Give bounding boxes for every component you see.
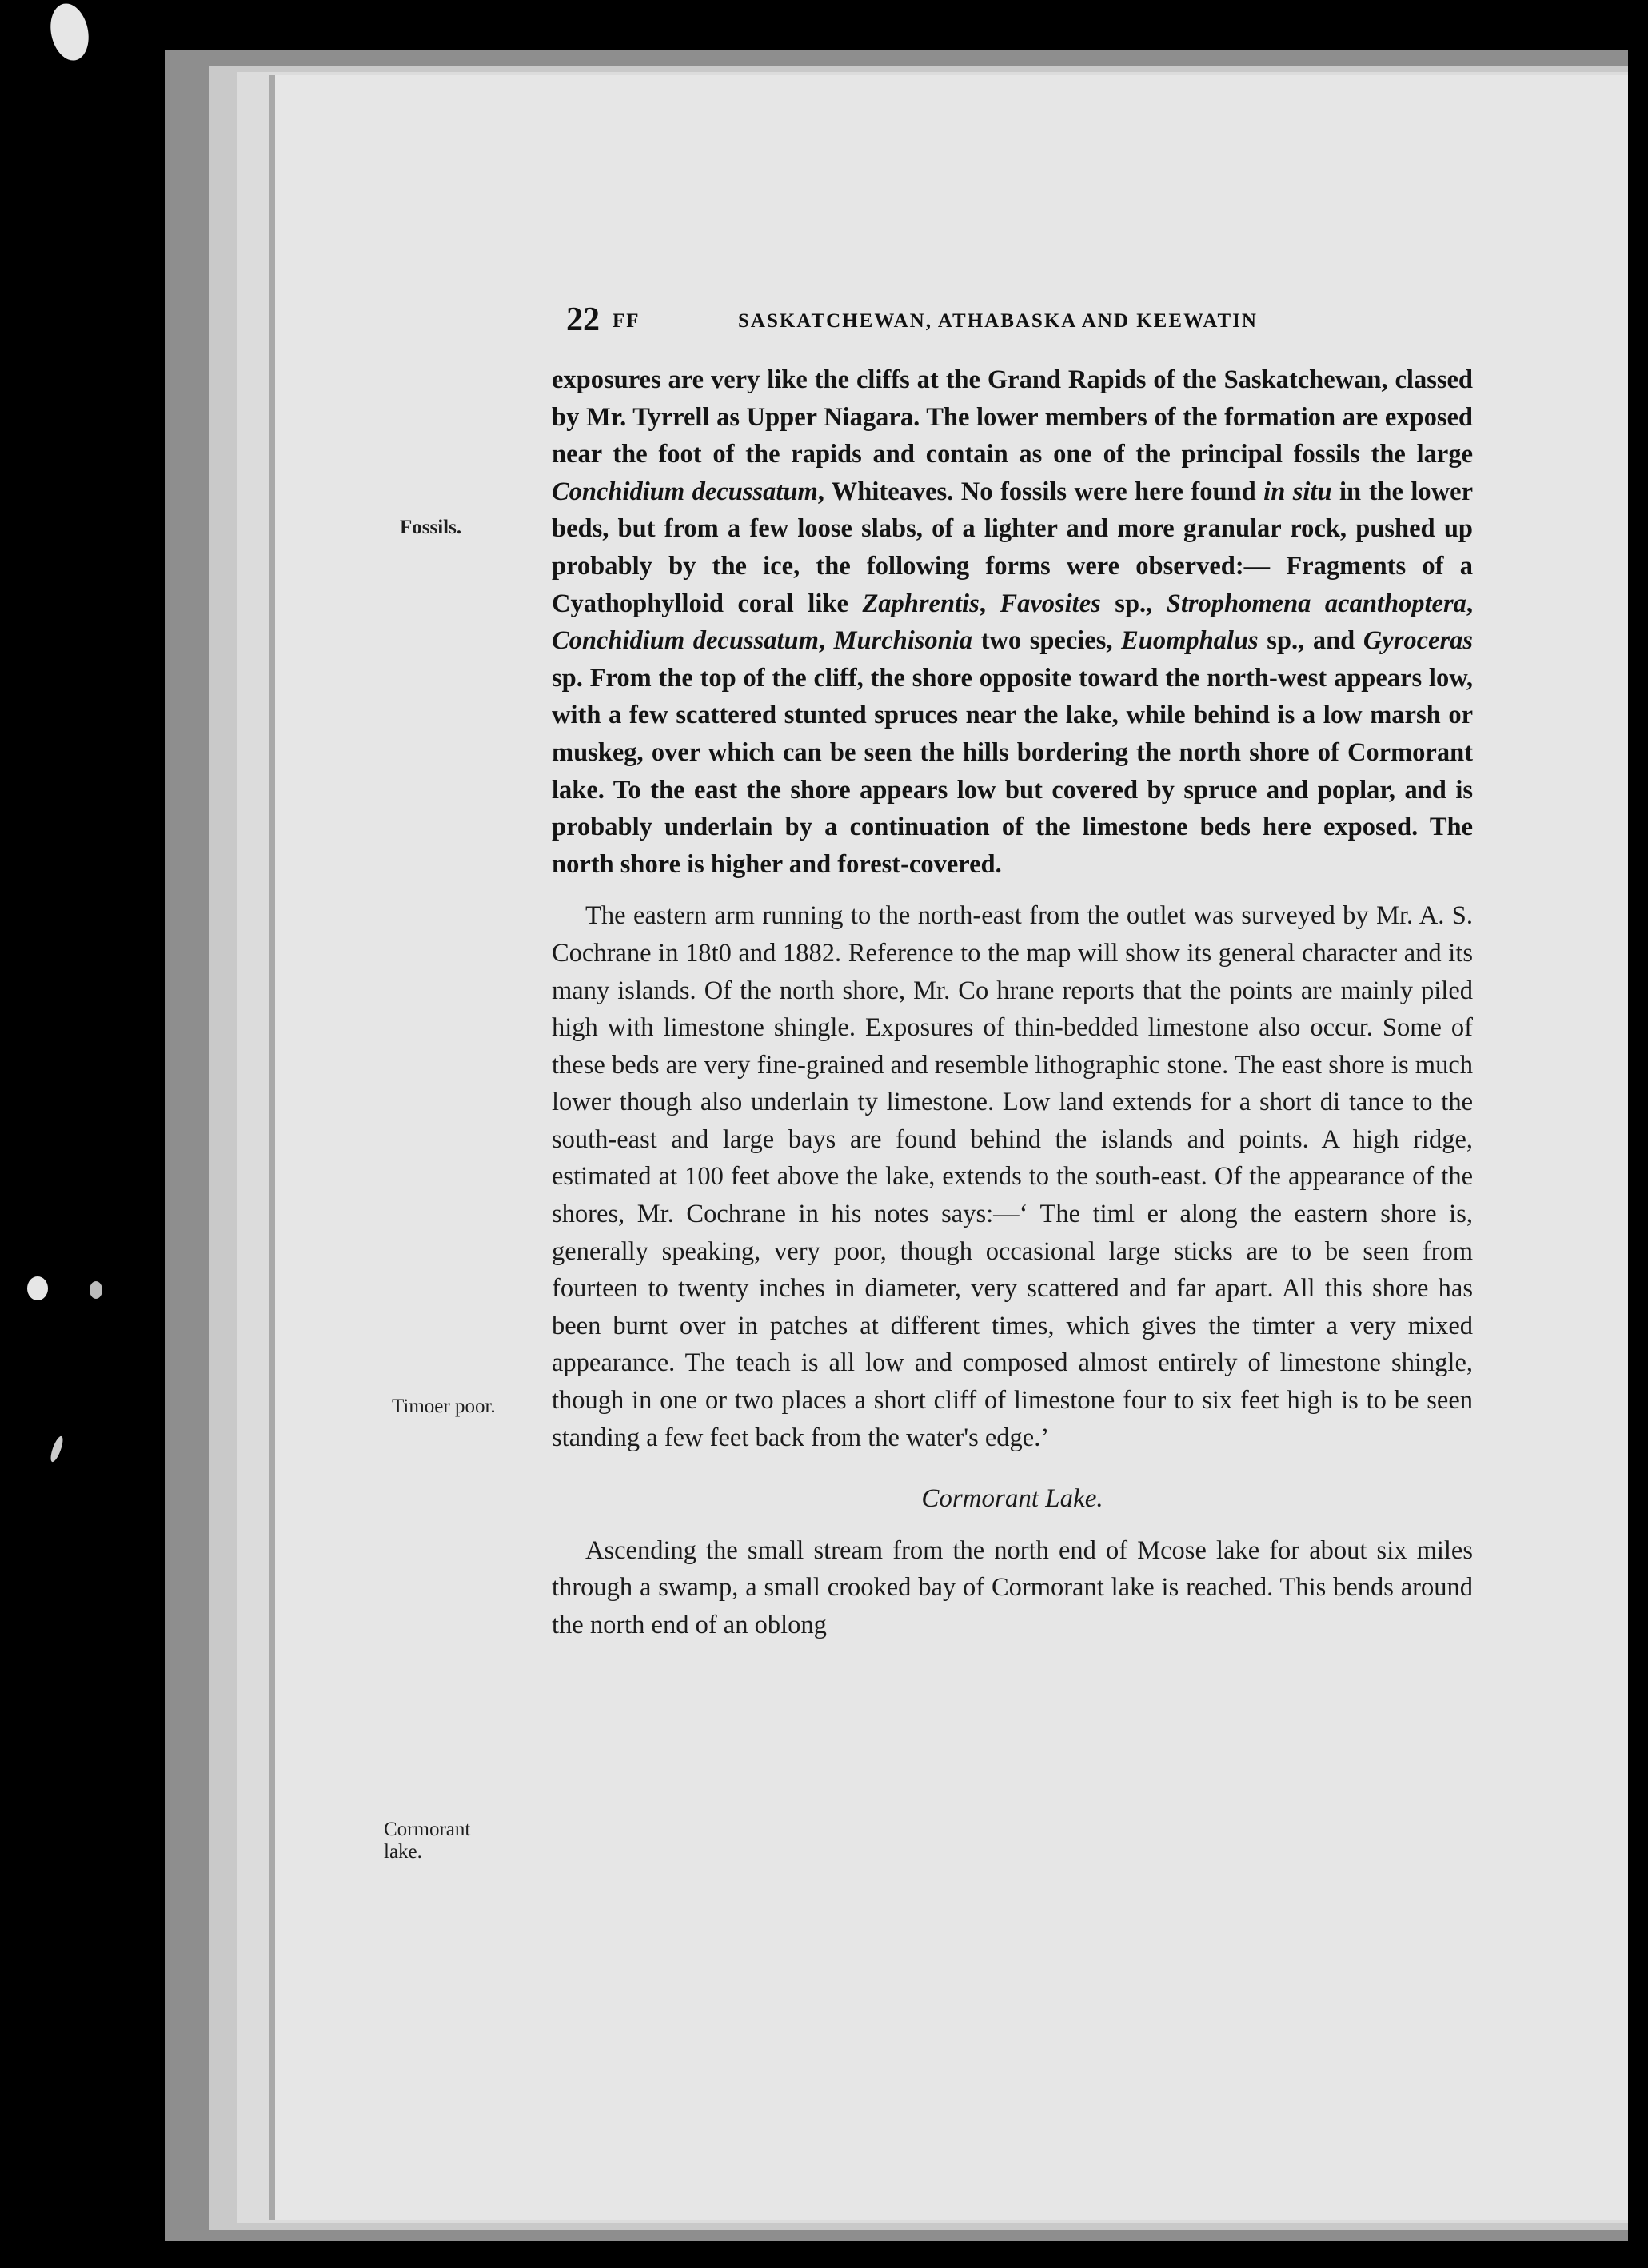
marginal-note-line: Cormorant <box>384 1819 471 1840</box>
latin-term: in situ <box>1263 477 1332 506</box>
body-text <box>552 361 1473 1644</box>
page-number: 22 <box>566 301 600 338</box>
scan-speck <box>46 0 94 64</box>
species-name: Favosites <box>1000 589 1101 618</box>
marginal-note-line: lake. <box>384 1841 422 1863</box>
page-suffix: FF <box>613 310 640 332</box>
text-run: , Whiteaves. No fossils were here found <box>817 477 1264 506</box>
species-name: Strophomena acanthoptera <box>1166 589 1466 618</box>
species-name: Conchidium decussatum <box>552 477 818 506</box>
text-run: sp., and <box>1258 626 1363 656</box>
species-name: Gyroceras <box>1363 626 1474 656</box>
running-title: SASKATCHEWAN, ATHABASKA AND KEEWATIN <box>738 310 1258 332</box>
paragraph <box>552 361 1473 883</box>
text-run: , <box>818 626 834 656</box>
text-run: sp. From the top of the cliff, the shore opposite toward the north-west appears low, with a few scattered stunted spruces near the lake, while behind is a low marsh or muskeg, over which can be seen the hills bordering the north shore of Cormorant lake. To the east the shore appears low but covered by spruce and poplar, and is probably underlain by a continuation of the limestone beds here exposed. The north shore is higher and forest-covered. <box>552 663 1473 879</box>
scan-speck <box>27 1276 48 1300</box>
text-run: , <box>979 589 1000 618</box>
species-name: Euomphalus <box>1121 626 1259 656</box>
marginal-note-cormorant-lake <box>384 1819 470 1863</box>
text-run: exposures are very like the cliffs at the Grand Rapids of the Saskatchewan, classed by Mr. Tyrrell as Upper Niagara. The lower members of the formation are exposed near the foot of the rapids and contain as one of the principal fossils the large <box>552 365 1473 469</box>
binding-shadow <box>269 75 275 2220</box>
marginal-note-timber-poor: Timoer poor. <box>392 1396 496 1417</box>
text-run: two species, <box>972 626 1122 656</box>
paragraph: The eastern arm running to the north-east from the outlet was surveyed by Mr. A. S. Cochrane in 18t0 and 1882. Reference to the map will show its general character and its many islands. Of the north shore, Mr. Co hrane reports that the points are mainly piled high with limestone shingle. Exposures of thin-bedded limestone also occur. Some of these beds are very fine-grained and resemble lithographic stone. The east shore is much lower though also underlain ty limestone. Low land extends for a short di tance to the south-east and large bays are found behind the islands and points. A high ridge, estimated at 100 feet above the lake, extends to the south-east. Of the appearance of the shores, Mr. Cochrane in his notes says:—‘ The timl er along the eastern shore is, generally speaking, very poor, though occasional large sticks are to be seen from fourteen to twenty inches in diameter, very scattered and far apart. All this shore has been burnt over in patches at different times, which gives the timter a very mixed appearance. The teach is all low and composed almost entirely of limestone shingle, though in one or two places a short cliff of limestone four to six feet high is to be seen standing a few feet back from the water's edge.’ <box>552 901 1473 1452</box>
running-header <box>566 301 1474 345</box>
text-run: in the lower beds, but from a few loose slabs, of a lighter and more granular rock, pushed up probably by the ice, the following forms were observed:— Fragments of a Cyathophylloid coral like <box>552 477 1473 618</box>
text-run: , <box>1466 589 1474 618</box>
text-run: sp., <box>1100 589 1167 618</box>
section-heading: Cormorant Lake. <box>921 1484 1103 1514</box>
scan-speck <box>90 1281 102 1299</box>
species-name: Murchisonia <box>833 626 972 656</box>
scan-speck <box>48 1435 65 1463</box>
marginal-note-fossils: Fossils. <box>400 517 462 538</box>
paragraph: Ascending the small stream from the north end of Mcose lake for about six miles through a swamp, a small crooked bay of Cormorant lake is reached. This bends around the north end of an oblong <box>552 1535 1473 1639</box>
species-name: Zaphrentis <box>862 589 980 618</box>
species-name: Conchidium decussatum <box>552 626 819 656</box>
